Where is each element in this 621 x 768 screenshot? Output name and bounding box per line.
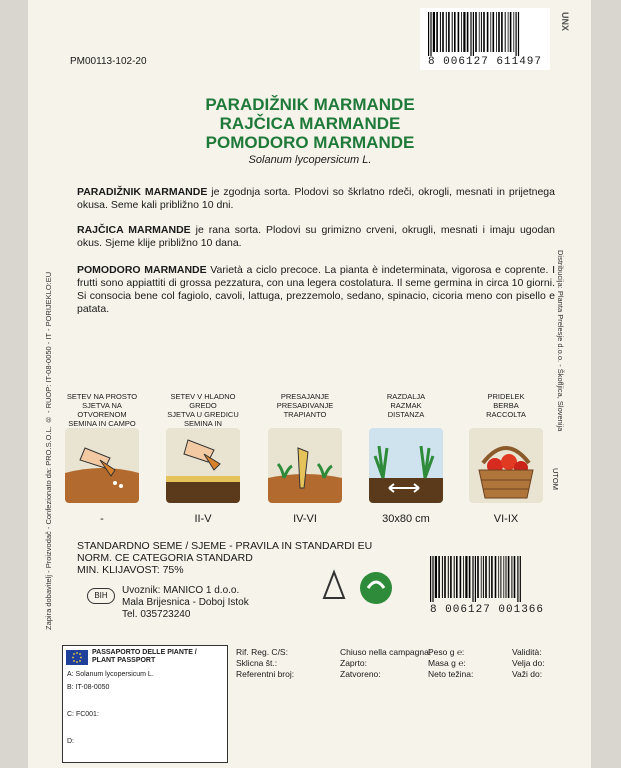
barcode-bar — [448, 556, 449, 598]
reference-label: Referentni broj: — [236, 669, 295, 679]
side-text-right: Distribucija: Planta Prelesje d.o.o. - Škofljica, Slovenija — [556, 250, 565, 432]
barcode-bar — [517, 556, 518, 602]
barcode-bar — [503, 556, 504, 598]
barcode-bar — [430, 12, 431, 56]
barcode-top-number: 8 006127 611497 — [427, 56, 543, 68]
barcode-bar — [481, 556, 482, 598]
barcode-bar — [498, 556, 499, 598]
closed-column — [340, 647, 431, 680]
passport-a: A: Solanum lycopersicum L. — [67, 671, 154, 678]
distributor-line: Uvoznik: MANICO 1 d.o.o. — [122, 585, 240, 596]
validity-label: Važi do: — [512, 669, 543, 679]
icon-column-sowing-open — [62, 392, 142, 525]
barcode-bar — [505, 12, 506, 52]
desc-name: POMODORO MARMANDE — [77, 264, 207, 276]
recycle-triangle-icon — [324, 572, 344, 598]
barcode-bar — [433, 12, 435, 52]
barcode-bar — [481, 12, 482, 52]
standard-line: NORM. CE CATEGORIA STANDARD — [77, 552, 253, 564]
icon-column-distance — [366, 392, 446, 525]
passport-d: D: — [67, 738, 74, 745]
barcode-bar — [483, 556, 484, 598]
standard-line: STANDARDNO SEME / SJEME - PRAVILA IN STANDARDI EU — [77, 540, 373, 552]
barcode-bar — [487, 12, 489, 52]
barcode-bar — [458, 12, 460, 52]
distance-icon — [369, 428, 443, 503]
description-italian — [77, 264, 555, 316]
barcode-bar — [518, 12, 519, 56]
validity-label: Velja do: — [512, 658, 545, 668]
barcode-bar — [450, 556, 452, 598]
standard-line: MIN. KLIJAVOST: 75% — [77, 564, 184, 576]
barcode-bar — [516, 12, 517, 56]
bih-badge: BIH — [87, 588, 115, 604]
barcode-bar — [508, 556, 510, 598]
barcode-bar — [465, 556, 467, 598]
barcode-bar — [477, 556, 479, 598]
closed-label: Zatvoreno: — [340, 669, 381, 679]
barcode-bar — [493, 12, 495, 52]
barcode-bar — [498, 12, 500, 52]
unx-label: UNX — [560, 12, 570, 32]
icon-label: RAZDALJA RAZMAK DISTANZA — [386, 392, 426, 419]
closed-label: Zaprto: — [340, 658, 367, 668]
weight-label: Masa g ℮: — [428, 658, 466, 668]
icon-value: - — [100, 513, 104, 525]
barcode-bar — [467, 12, 469, 52]
barcode-bar — [490, 12, 491, 52]
title-croatian: RAJČICA MARMANDE — [219, 114, 401, 133]
barcode-bar — [454, 12, 456, 52]
barcode-bar — [469, 556, 471, 598]
barcode-bar — [442, 12, 444, 52]
title-slovenian: PARADIŽNIK MARMANDE — [205, 95, 415, 114]
passport-title-it: PASSAPORTO DELLE PIANTE / — [92, 649, 197, 656]
barcode-bar — [461, 12, 462, 52]
barcode-bar — [452, 12, 453, 52]
barcode-bar — [475, 12, 477, 52]
validity-label: Validità: — [512, 647, 542, 657]
distributor-block — [122, 585, 249, 621]
barcode-bar — [475, 556, 476, 602]
barcode-bar — [483, 12, 485, 52]
barcode-bar — [438, 556, 440, 598]
barcode-bar — [501, 12, 503, 52]
icon-label: PRIDELEK BERBA RACCOLTA — [486, 392, 526, 419]
barcode-bottom-bars — [430, 556, 548, 602]
desc-name: RAJČICA MARMANDE — [77, 224, 191, 236]
desc-name: PARADIŽNIK MARMANDE — [77, 186, 208, 198]
weight-column — [428, 647, 473, 680]
icon-column-sowing-bed — [163, 392, 243, 525]
barcode-bar — [444, 556, 446, 598]
icon-column-transplant — [265, 392, 345, 525]
description-slovenian — [77, 186, 555, 212]
icon-value: VI-IX — [493, 513, 519, 525]
reference-column — [236, 647, 294, 680]
cultivation-icons — [62, 392, 552, 527]
eu-flag-icon — [66, 650, 88, 665]
recycling-logos — [318, 558, 398, 618]
barcode-bar — [510, 12, 512, 52]
barcode-bar — [442, 556, 443, 598]
barcode-bar — [472, 556, 473, 602]
icon-value: II-V — [194, 513, 212, 525]
distributor-line: Mala Brijesnica - Doboj Istok — [122, 597, 249, 608]
barcode-bar — [470, 12, 471, 56]
passport-c: C: FC001: — [67, 711, 99, 718]
barcode-bar — [456, 556, 458, 598]
icon-value: 30x80 cm — [382, 513, 430, 525]
barcode-bar — [432, 556, 433, 602]
barcode-bar — [489, 556, 490, 598]
harvest-basket-icon — [469, 428, 543, 503]
barcode-bar — [448, 12, 450, 52]
barcode-top — [420, 8, 550, 70]
barcode-bar — [436, 12, 438, 52]
barcode-bar — [496, 12, 497, 52]
title-block — [70, 95, 550, 168]
passport-header — [63, 646, 227, 668]
barcode-bar — [520, 556, 521, 602]
barcode-bar — [491, 556, 493, 598]
product-code: PM00113-102-20 — [70, 56, 147, 67]
passport-b: B: IT-08-0050 — [67, 684, 110, 691]
barcode-bottom — [418, 556, 556, 618]
barcode-bar — [430, 556, 431, 602]
barcode-bar — [506, 556, 507, 598]
barcode-bar — [479, 12, 480, 52]
icon-value: IV-VI — [293, 513, 317, 525]
weight-label: Peso g ℮: — [428, 647, 465, 657]
barcode-bar — [440, 12, 441, 52]
title-italian: POMODORO MARMANDE — [205, 133, 415, 152]
sowing-bed-icon — [166, 428, 240, 503]
barcode-bar — [513, 12, 514, 52]
latin-name: Solanum lycopersicum L. — [248, 154, 372, 166]
barcode-bottom-number: 8 006127 001366 — [429, 604, 545, 616]
barcode-top-bars — [428, 12, 540, 56]
barcode-bar — [514, 556, 516, 598]
barcode-bar — [511, 556, 512, 598]
reference-label: Sklicna št.: — [236, 658, 278, 668]
barcode-bar — [463, 556, 464, 598]
green-dot-icon — [360, 572, 392, 604]
barcode-bar — [463, 12, 465, 52]
passport-title-en: PLANT PASSPORT — [92, 657, 156, 664]
icon-label: PRESAJANJE PRESAĐIVANJE TRAPIANTO — [276, 392, 334, 419]
barcode-bar — [446, 12, 447, 52]
plant-passport — [62, 645, 228, 763]
barcode-bar — [508, 12, 509, 52]
closed-label: Chiuso nella campagna: — [340, 647, 432, 657]
distributor-line: Tel. 035723240 — [122, 609, 191, 620]
icon-label: SETEV NA PROSTO SJETVA NA OTVORENOM SEMINA IN CAMPO — [66, 392, 138, 428]
barcode-bar — [460, 556, 462, 598]
barcode-bar — [500, 556, 501, 598]
barcode-bar — [495, 556, 497, 598]
barcode-bar — [473, 12, 474, 56]
side-text-left: Zapira dobavitelj - Proizvodač - Confezionato da: PRO.S.O.L. ® - RUOP: IT-08-0050 - IT - PORIJEKLO:EU — [44, 271, 53, 630]
utom-label: UTOM — [551, 468, 560, 490]
barcode-bar — [485, 556, 487, 598]
barcode-bar — [454, 556, 455, 598]
weight-label: Neto težina: — [428, 669, 474, 679]
desc-text: je rana sorta. Plodovi su grimizno crveni, okrugli, mesnati i imaju ugodan okus. Sjeme klije približno 10 dana. — [77, 224, 555, 249]
description-croatian — [77, 224, 555, 250]
desc-text: je zgodnja sorta. Plodovi so škrlatno rdeči, okrogli, mesnati in prijetnega okusa. Seme kali približno 10 dni. — [77, 186, 555, 211]
barcode-bar — [428, 12, 429, 56]
validity-column — [512, 647, 545, 680]
icon-label: SETEV V HLADNO GREDO SJETVA U GREDICU SEMINA IN — [167, 392, 239, 428]
icon-column-harvest — [466, 392, 546, 525]
transplant-icon — [268, 428, 342, 503]
desc-text: Varietà a ciclo precoce. La pianta è indeterminata, vigorosa e coprente. I frutti sono appiattiti di grossa pezzatura, con una legera costolatura. Il seme germina in circa 10 giorni. Si consocia bene col fagiolo, cavoli, lattuga, prezzemolo, sedano, spinacio, cicoria meno con pisello e patata. — [77, 264, 555, 315]
barcode-bar — [435, 556, 437, 598]
reference-label: Rif. Reg. C/S: — [236, 647, 288, 657]
sowing-open-icon — [65, 428, 139, 503]
